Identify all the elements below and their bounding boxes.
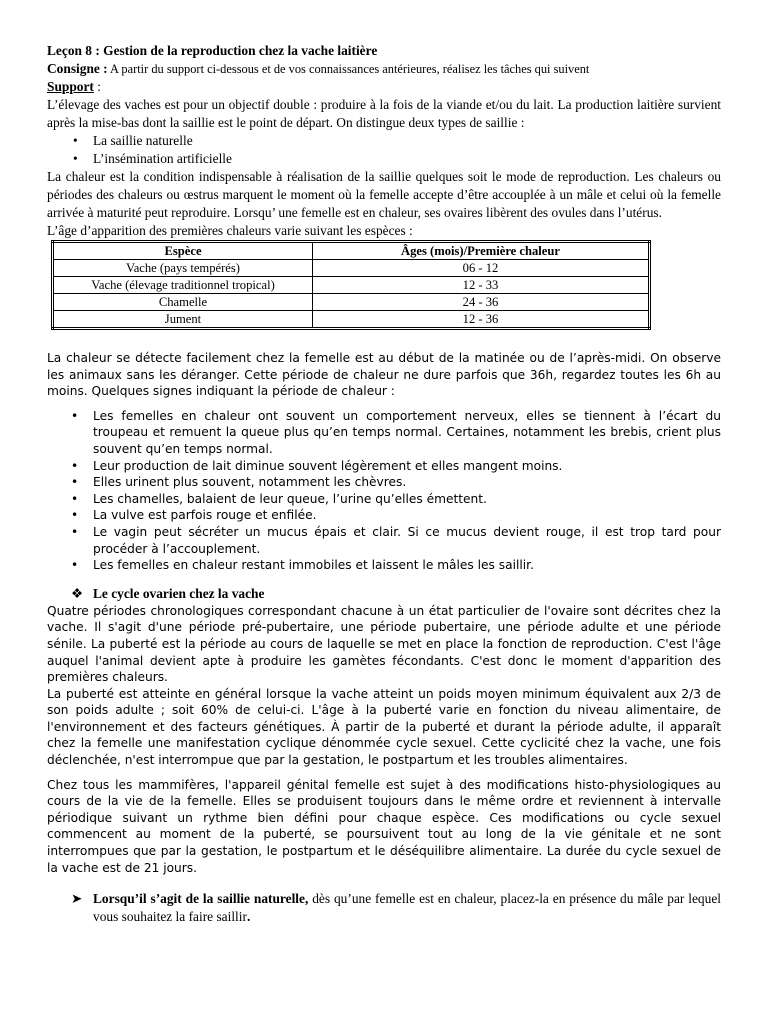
cycle-paragraph: Quatre périodes chronologiques correspondant chacune à un état particulier de l'ovaire sont décrites chez la vache. Il s'agit d'une période pré-pubertaire, une période pubertaire, une période adulte et une période sénile. La puberté est la période au cours de laquelle se met en place la fonction de reproduction. C'est l'âge auquel l'animal devient apte à produire les gamètes fécondants. C'est donc le moment d'apparition des premières chaleurs. — [47, 603, 721, 685]
list-item: • Leur production de lait diminue souvent légèrement et elles mangent moins. — [47, 458, 721, 475]
support-heading — [47, 78, 721, 96]
intro-paragraph: L’élevage des vaches est pour un objectif double : produire à la fois de la viande et/ou du lait. La production laitière survient après la mise-bas dont la saillie est le point de départ. On distingue deux types de saillie : — [47, 97, 721, 130]
arrow-bullet-icon: ➤ — [71, 891, 83, 907]
table-header-row — [53, 242, 650, 260]
list-item: • La saillie naturelle — [47, 132, 721, 150]
list-item: • Elles urinent plus souvent, notamment les chèvres. — [47, 474, 721, 491]
final-text: dès qu’une femelle est en chaleur, placez-la en présence du mâle par lequel vous souhaitez la faire saillir — [93, 891, 721, 925]
detection-paragraph: La chaleur se détecte facilement chez la femelle est au début de la matinée ou de l’après-midi. On observe les animaux sans les déranger. Cette période de chaleur ne dure parfois que 36h, regardez toutes les 6h au moins. Quelques signes indiquant la période de chaleur : — [47, 351, 721, 399]
mammals-paragraph: Chez tous les mammifères, l'appareil génital femelle est sujet à des modifications histo-physiologiques au cours de la vie de la femelle. Elles se produisent toujours dans le même ordre et reviennent à intervalle périodique suivant un rythme bien défini pour chaque espèce. Ces modifications ou cycle sexuel commencent au moment de la puberté, se poursuivent tout au long de la vie génitale et ne sont interrompues que par la gestation, le postpartum et le déséquilibre alimentaire. La durée du cycle sexuel de la vache est de 21 jours. — [47, 777, 721, 875]
list-item: • Le vagin peut sécréter un mucus épais et clair. Si ce mucus devient rouge, il est trop tard pour procéder à l’accouplement. — [47, 524, 721, 557]
heat-signs-list — [47, 408, 721, 574]
list-item: • Les femelles en chaleur restant immobiles et laissent le mâles les saillir. — [47, 557, 721, 574]
header-espece: Espèce — [53, 242, 313, 260]
consigne — [47, 60, 721, 78]
cell-espece: Vache (pays tempérés) — [53, 260, 313, 277]
table-row — [53, 260, 650, 277]
list-item: • La vulve est parfois rouge et enfilée. — [47, 507, 721, 524]
list-item: • Les chamelles, balaient de leur queue, l’urine qu’elles émettent. — [47, 491, 721, 508]
support-colon: : — [93, 79, 101, 94]
diamond-bullet-icon: ❖ — [71, 585, 84, 601]
consigne-label: Consigne : — [47, 61, 108, 76]
puberty-paragraph: La puberté est atteinte en général lorsque la vache atteint un poids moyen minimum équivalent aux 2/3 de son poids adulte ; soit 60% de celui-ci. L'âge à la puberté varie en fonction du niveau alimentaire, de l'environnement et des facteurs génétiques. À partir de la puberté et durant la période adulte, il apparaît chez la femelle une manifestation cyclique dénommée cycle sexuel. Cette cyclicité chez la vache, une fois déclenchée, n'est interrompue que par la gestation, le postpartum et les troubles alimentaires. — [47, 686, 721, 768]
saillie-types-list — [47, 132, 721, 168]
cycle-heading-text: Le cycle ovarien chez la vache — [93, 585, 265, 601]
table-row — [53, 311, 650, 329]
age-intro: L’âge d’apparition des premières chaleurs varie suivant les espèces : — [47, 223, 413, 238]
cell-espece: Vache (élevage traditionnel tropical) — [53, 277, 313, 294]
consigne-text: A partir du support ci-dessous et de vos connaissances antérieures, réalisez les tâches qui suivent — [107, 62, 590, 76]
final-instruction — [47, 890, 721, 926]
table-row — [53, 294, 650, 311]
lesson-title: Leçon 8 : Gestion de la reproduction chez la vache laitière — [47, 43, 378, 58]
header-ages: Âges (mois)/Première chaleur — [313, 242, 650, 260]
support-label: Support — [47, 79, 94, 94]
cell-age: 06 - 12 — [313, 260, 650, 277]
table-row — [53, 277, 650, 294]
final-bold: Lorsqu’il s’agit de la saillie naturelle, — [93, 891, 309, 907]
cell-age: 12 - 33 — [313, 277, 650, 294]
list-item: • Les femelles en chaleur ont souvent un comportement nerveux, elles se tiennent à l’écart du troupeau et remuent la queue plus qu’en temps normal. Certaines, notamment les brebis, crient plus souvent qu’en temps normal. — [47, 408, 721, 458]
ages-table — [51, 240, 651, 330]
chaleur-paragraph: La chaleur est la condition indispensable à réalisation de la saillie quelques soit le mode de reproduction. Les chaleurs ou périodes des chaleurs ou œstrus marquent le moment où la femelle accepte d’être accouplée à un mâle et celui où la femelle arrivée à maturité peut reproduire. Lorsqu’ une femelle est en chaleur, ses ovaires libèrent des ovules dans l’utérus. — [47, 169, 721, 220]
cell-espece: Chamelle — [53, 294, 313, 311]
cell-age: 12 - 36 — [313, 311, 650, 329]
document-page — [47, 42, 721, 926]
cell-espece: Jument — [53, 311, 313, 329]
cycle-heading — [47, 585, 721, 603]
list-item: • L’insémination artificielle — [47, 150, 721, 168]
cell-age: 24 - 36 — [313, 294, 650, 311]
final-end: . — [246, 909, 251, 925]
